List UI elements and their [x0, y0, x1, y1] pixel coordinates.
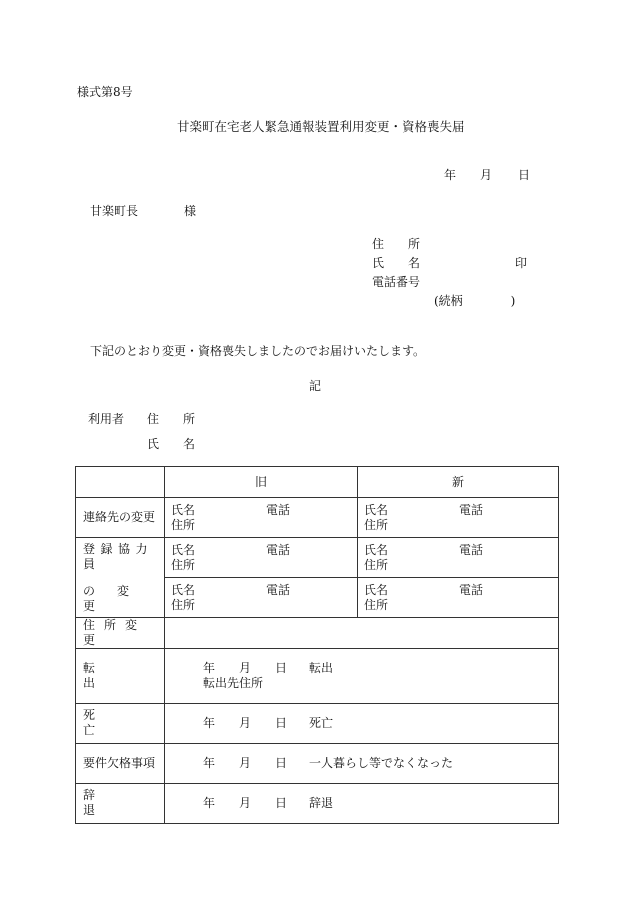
helper1-old-cell: 氏名 電話 住所 — [165, 538, 358, 578]
ineligible-label: 要件欠格事項 — [76, 743, 165, 783]
seal-mark: 印 — [515, 256, 528, 270]
form-number: 様式第8号 — [77, 85, 133, 99]
death-cell: 年 月 日 死亡 — [165, 703, 559, 743]
header-old: 旧 — [165, 467, 358, 498]
death-row — [76, 703, 559, 743]
helper-row-1 — [76, 538, 559, 578]
contact-change-label: 連絡先の変更 — [76, 498, 165, 538]
user-name-label: 氏 名 — [147, 437, 196, 451]
date-month: 月 — [480, 168, 493, 182]
helper-change-label: 登録協力員 の変更 — [76, 538, 165, 618]
date-line — [444, 168, 530, 182]
moveout-row — [76, 649, 559, 703]
applicant-name-label: 氏 名 — [372, 256, 421, 270]
honorific-sama: 様 — [184, 204, 197, 218]
statement-text: 下記のとおり変更・資格喪失しましたのでお届けいたします。 — [90, 344, 426, 358]
table-header-row — [76, 467, 559, 498]
death-label: 死亡 — [76, 703, 165, 743]
helper2-old-cell: 氏名 電話 住所 — [165, 578, 358, 618]
ki-heading: 記 — [309, 379, 322, 393]
address-change-cell — [165, 618, 559, 649]
relationship-label: (続柄 ) — [434, 294, 516, 308]
header-new: 新 — [358, 467, 559, 498]
withdraw-row — [76, 783, 559, 823]
date-day: 日 — [518, 168, 531, 182]
user-label: 利用者 — [88, 412, 125, 426]
helper1-new-cell: 氏名 電話 住所 — [358, 538, 559, 578]
moveout-label: 転出 — [76, 649, 165, 703]
address-change-label: 住所変更 — [76, 618, 165, 649]
address-change-row — [76, 618, 559, 649]
change-form-table — [75, 466, 559, 824]
header-blank-cell — [76, 467, 165, 498]
moveout-cell: 年 月 日 転出 転出先住所 — [165, 649, 559, 703]
contact-change-row — [76, 498, 559, 538]
document-title: 甘楽町在宅老人緊急通報装置利用変更・資格喪失届 — [177, 119, 465, 134]
contact-old-cell: 氏名 電話 住所 — [165, 498, 358, 538]
contact-new-cell: 氏名 電話 住所 — [358, 498, 559, 538]
withdraw-label: 辞退 — [76, 783, 165, 823]
withdraw-cell: 年 月 日 辞退 — [165, 783, 559, 823]
ineligible-row — [76, 743, 559, 783]
date-year: 年 — [444, 168, 457, 182]
applicant-address-label: 住 所 — [372, 237, 421, 251]
applicant-phone-label: 電話番号 — [372, 275, 421, 289]
helper2-new-cell: 氏名 電話 住所 — [358, 578, 559, 618]
user-address-label: 住 所 — [147, 412, 196, 426]
ineligible-cell: 年 月 日 一人暮らし等でなくなった — [165, 743, 559, 783]
mayor-label: 甘楽町長 — [90, 204, 139, 218]
